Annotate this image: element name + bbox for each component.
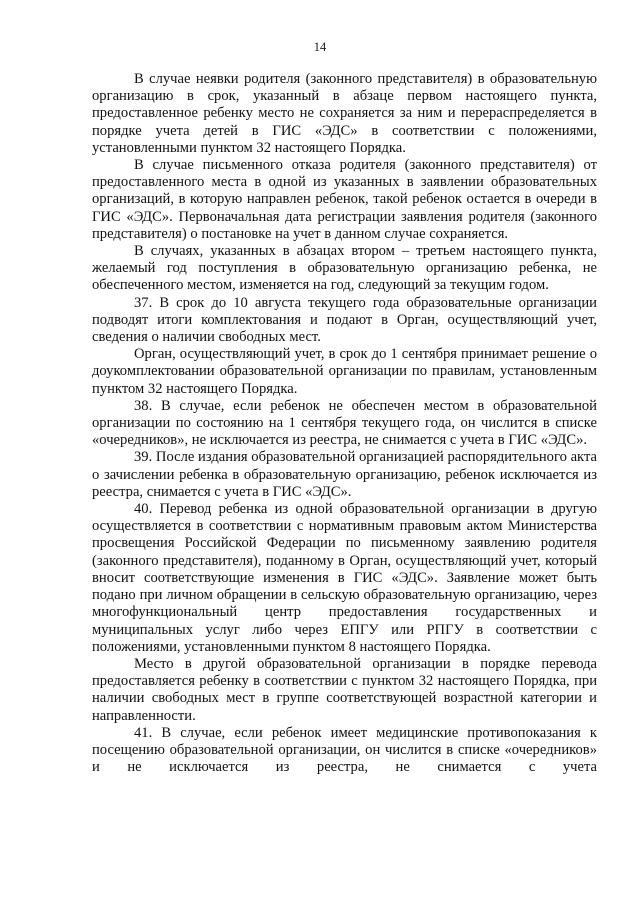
paragraph-written-refusal: В случае письменного отказа родителя (законного представителя) от предоставленного места в одной из указанных в заявлении образовательных организаций, в которую направлен ребенок, такой ребенок остается в очереди в ГИС «ЭДС». Первоначальная дата регистрации заявления родителя (законного представителя) о постановке на учет в данном случае сохраняется.: [92, 157, 597, 242]
paragraph-item-40: 40. Перевод ребенка из одной образовательной организации в другую осуществляется в соответствии с нормативным правовым актом Министерства просвещения Российской Федерации по письменному заявлению родителя (законного представителя), поданному в Орган, осуществляющий учет, который вносит соответствующие изменения в ГИС «ЭДС». Заявление может быть подано при личном обращении в сельскую образовательную организацию, через многофункциональный центр предоставления государственных и муниципальных услуг либо через ЕПГУ или РПГУ в соответствии с положениями, установленными пунктом 8 настоящего Порядка.: [92, 501, 597, 655]
paragraph-transfer-place: Место в другой образовательной организации в порядке перевода предоставляется ребенку в соответствии с пунктом 32 настоящего Порядка, при наличии свободных мест в группе соответствующей возрастной категории и направленности.: [92, 655, 597, 724]
paragraph-nonappearance: В случае неявки родителя (законного представителя) в образовательную организацию в срок, указанный в абзаце первом настоящего пункта, предоставленное ребенку место не сохраняется за ним и перераспределяется в порядке учета детей в ГИС «ЭДС» в соответствии с положениями, установленными пунктом 32 настоящего Порядка.: [92, 71, 597, 156]
paragraph-desired-year: В случаях, указанных в абзацах втором – третьем настоящего пункта, желаемый год поступления в образовательную организацию ребенка, не обеспеченного местом, изменяется на год, следующий за текущим годом.: [92, 243, 597, 294]
paragraph-additional-enrollment: Орган, осуществляющий учет, в срок до 1 сентября принимает решение о доукомплектовании образовательной организации по правилам, установленным пунктом 32 настоящего Порядка.: [92, 346, 597, 397]
paragraph-item-39: 39. После издания образовательной организацией распорядительного акта о зачислении ребенка в образовательную организацию, ребенок исключается из реестра, снимается с учета в ГИС «ЭДС».: [92, 449, 597, 500]
paragraph-item-41: 41. В случае, если ребенок имеет медицинские противопоказания к посещению образовательной организации, он числится в списке «очередников» и не исключается из реестра, не снимается с учета: [92, 724, 597, 776]
paragraph-item-37: 37. В срок до 10 августа текущего года образовательные организации подводят итоги комплектования и подают в Орган, осуществляющий учет, сведения о наличии свободных мест.: [92, 294, 597, 346]
page-number: 14: [313, 40, 327, 54]
paragraph-item-38: 38. В случае, если ребенок не обеспечен местом в образовательной организации по состоянию на 1 сентября текущего года, он числится в списке «очередников», не исключается из реестра, не снимается с учета в ГИС «ЭДС».: [92, 397, 597, 449]
document-body: [92, 71, 597, 776]
